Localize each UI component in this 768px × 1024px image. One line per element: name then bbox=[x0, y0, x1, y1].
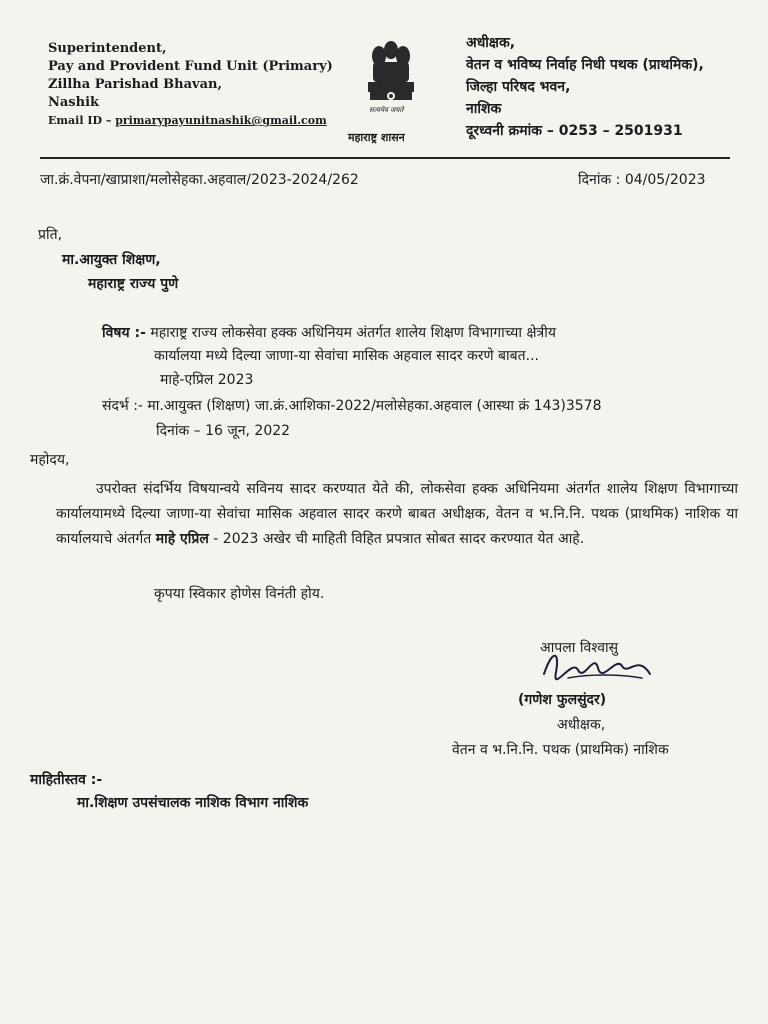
reference-line2: दिनांक – 16 जून, 2022 bbox=[156, 423, 291, 439]
body-part2: - 2023 अखेर ची माहिती विहित प्रपत्रात सोबत सादर करण्यात येत आहे. bbox=[213, 531, 585, 547]
subject-line2: कार्यालया मध्ये दिल्या जाणा-या सेवांचा मासिक अहवाल सादर करणे बाबत... bbox=[154, 348, 539, 364]
signatory-office: वेतन व भ.नि.नि. पथक (प्राथमिक) नाशिक bbox=[452, 742, 669, 758]
recipient-prati: प्रति, bbox=[38, 227, 63, 243]
copy-label: माहितीस्तव :- bbox=[30, 772, 103, 788]
header-divider bbox=[40, 157, 730, 159]
header-en-city: Nashik bbox=[48, 95, 100, 110]
signatory-name: (गणेश फुलसुंदर) bbox=[518, 692, 607, 708]
subject-line1: महाराष्ट्र राज्य लोकसेवा हक्क अधिनियम अंतर्गत शालेय शिक्षण विभागाच्या क्षेत्रीय bbox=[150, 325, 557, 341]
emblem-caption: महाराष्ट्र शासन bbox=[348, 131, 405, 144]
emblem-motto: सत्यमेव जयते bbox=[369, 106, 404, 114]
body-paragraph bbox=[56, 477, 738, 552]
subject-line1-row bbox=[102, 323, 556, 343]
header-en-title: Superintendent, bbox=[48, 41, 167, 56]
header-marathi bbox=[466, 32, 704, 142]
copy-recipient: मा.शिक्षण उपसंचालक नाशिक विभाग नाशिक bbox=[77, 795, 309, 811]
signature-icon bbox=[538, 644, 658, 688]
email-label: Email ID – bbox=[48, 114, 116, 127]
body-request: कृपया स्विकार होणेस विनंती होय. bbox=[154, 586, 325, 602]
salutation: महोदय, bbox=[30, 452, 70, 468]
body-part1: उपरोक्त संदर्भिय विषयान्वये सविनय सादर करण्यात येते की, लोकसेवा हक्क अधिनियमा अंतर्गत शालेय शिक्षण विभागाच्या कार्यालयामध्ये दिल्या जाणा-या सेवांचा मासिक अहवाल सादर करणे बाबत अधीक्षक, वेतन व भ.नि.नि. पथक (प्राथमिक) नाशिक या कार्यालयाचे अंतर्गत bbox=[56, 481, 738, 547]
signatory-designation: अधीक्षक, bbox=[557, 717, 606, 733]
letter-date: दिनांक : 04/05/2023 bbox=[578, 172, 706, 188]
reference-line1: मा.आयुक्त (शिक्षण) जा.क्रं.आशिका-2022/मलोसेहका.अहवाल (आस्था क्रं 143)3578 bbox=[147, 398, 602, 414]
header-en-unit: Pay and Provident Fund Unit (Primary) bbox=[48, 59, 333, 74]
recipient-line1: मा.आयुक्त शिक्षण, bbox=[62, 252, 161, 268]
closing-yours: आपला विश्वासु bbox=[540, 640, 619, 656]
recipient-line2: महाराष्ट्र राज्य पुणे bbox=[88, 276, 179, 292]
header-english bbox=[48, 40, 333, 130]
reference-line1-row bbox=[102, 396, 601, 416]
header-mr-unit: वेतन व भविष्य निर्वाह निधी पथक (प्राथमिक), bbox=[466, 57, 704, 73]
header-en-building: Zillha Parishad Bhavan, bbox=[48, 77, 222, 92]
header-en-email-line bbox=[48, 112, 333, 130]
header-mr-phone: दूरध्वनी क्रमांक – 0253 – 2501931 bbox=[466, 123, 683, 139]
header-mr-building: जिल्हा परिषद भवन, bbox=[466, 79, 571, 95]
reference-label: संदर्भ :- bbox=[102, 398, 143, 414]
header-mr-city: नाशिक bbox=[466, 101, 502, 117]
body-highlight-month: माहे एप्रिल bbox=[155, 531, 209, 547]
reference-number: जा.क्रं.वेपना/खाप्राशा/मलोसेहका.अहवाल/2023-2024/262 bbox=[40, 172, 359, 188]
email-address: primarypayunitnashik@gmail.com bbox=[115, 114, 327, 127]
subject-label: विषय :- bbox=[102, 325, 146, 341]
header-mr-title: अधीक्षक, bbox=[466, 35, 516, 51]
subject-line3: माहे-एप्रिल 2023 bbox=[160, 372, 254, 388]
